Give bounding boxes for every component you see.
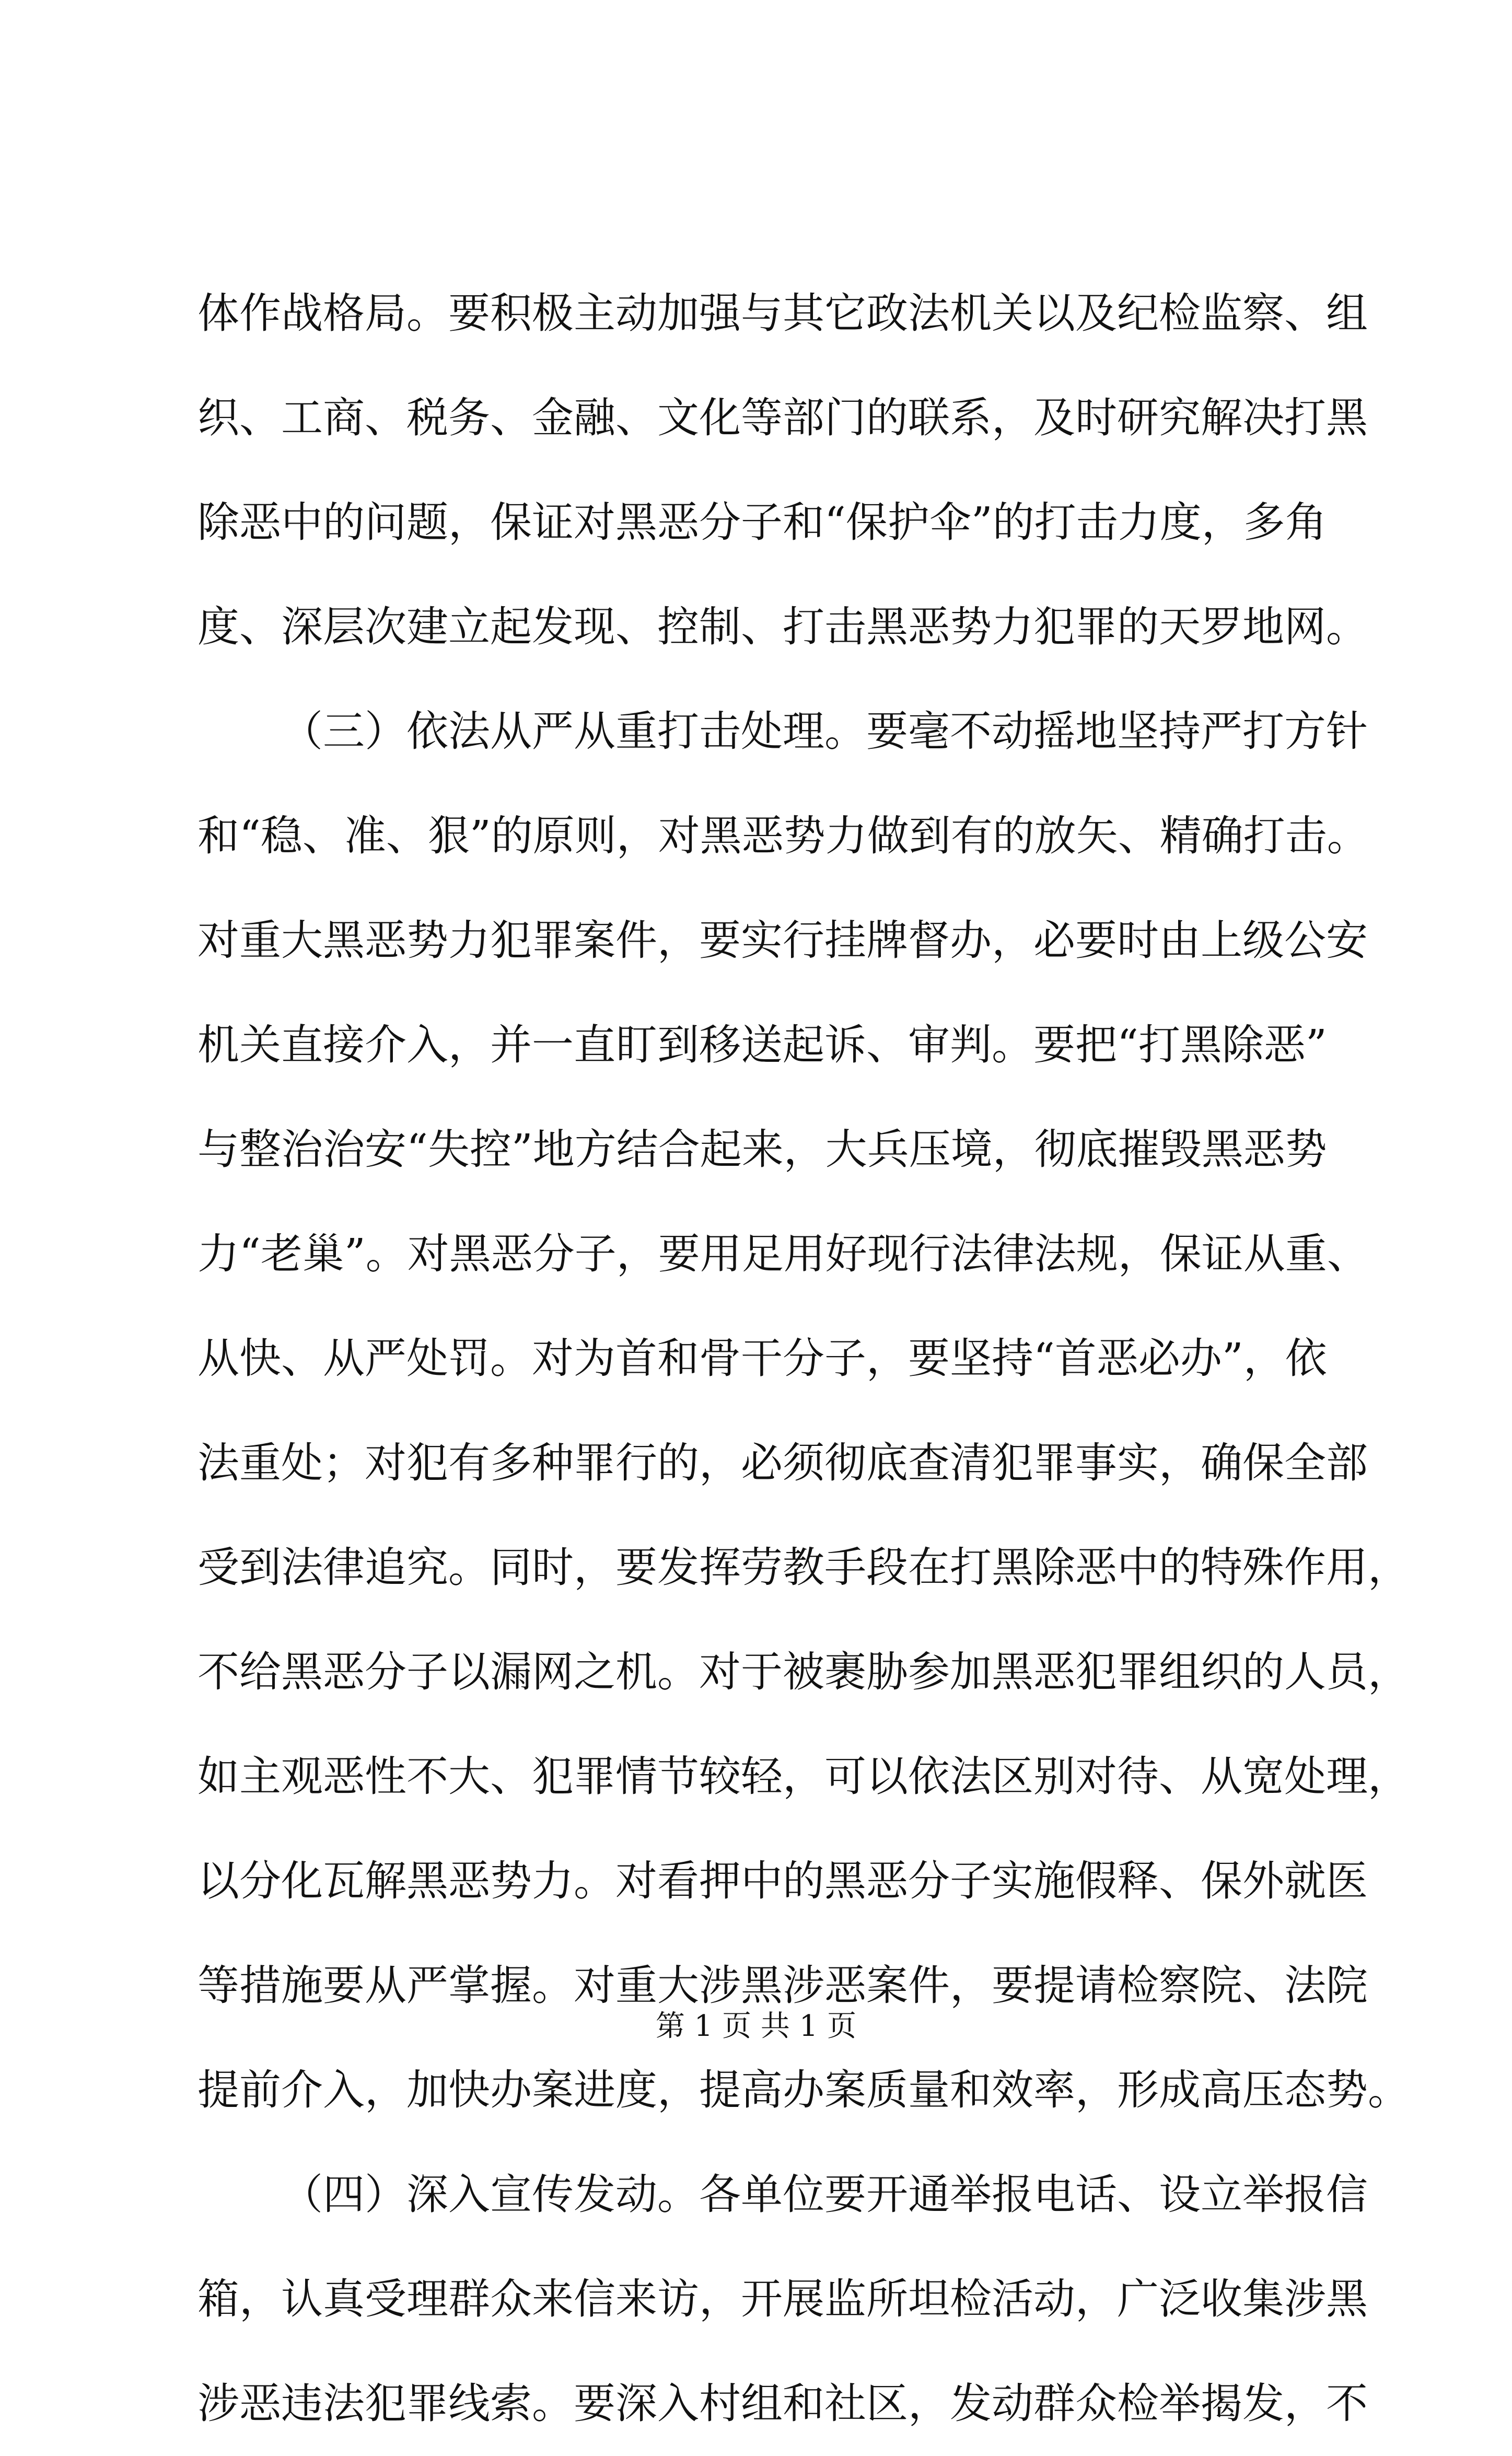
text-line: 机关直接介入，并一直盯到移送起诉、审判。要把“打黑除恶” — [197, 1021, 1327, 1069]
text-line: 织、工商、税务、金融、文化等部门的联系，及时研究解决打黑 — [197, 393, 1368, 442]
text-line: 提前介入，加快办案进度，提高办案质量和效率，形成高压态势。 — [197, 2066, 1410, 2114]
text-line: 体作战格局。要积极主动加强与其它政法机关以及纪检监察、组 — [197, 289, 1368, 338]
text-line: 等措施要从严掌握。对重大涉黑涉恶案件，要提请检察院、法院 — [197, 1961, 1368, 2010]
text-line: 与整治治安“失控”地方结合起来，大兵压境，彻底摧毁黑恶势 — [197, 1125, 1327, 1174]
text-line: 度、深层次建立起发现、控制、打击黑恶势力犯罪的天罗地网。 — [197, 603, 1368, 651]
text-line: 力“老巢”。对黑恶分子，要用足用好现行法律法规，保证从重、 — [197, 1230, 1369, 1278]
text-line: 和“稳、准、狠”的原则，对黑恶势力做到有的放矢、精确打击。 — [197, 812, 1369, 860]
text-line: 对重大黑恶势力犯罪案件，要实行挂牌督办，必要时由上级公安 — [197, 916, 1368, 965]
text-line: 从快、从严处罚。对为首和骨干分子，要坚持“首恶必办”，依 — [197, 1334, 1327, 1383]
paragraph-heading-3: （三）依法从严从重打击处理。要毫不动摇地坚持严打方针 — [281, 707, 1368, 756]
page-number-footer: 第 1 页 共 1 页 — [655, 2009, 857, 2043]
text-line: 涉恶违法犯罪线索。要深入村组和社区，发动群众检举揭发，不 — [197, 2379, 1368, 2428]
text-line: 除恶中的问题，保证对黑恶分子和“保护伞”的打击力度，多角 — [197, 498, 1327, 547]
text-line: 不给黑恶分子以漏网之机。对于被裹胁参加黑恶犯罪组织的人员， — [197, 1648, 1410, 1696]
text-line: 受到法律追究。同时，要发挥劳教手段在打黑除恶中的特殊作用， — [197, 1543, 1410, 1592]
body-text — [197, 261, 1410, 2456]
text-line: 如主观恶性不大、犯罪情节较轻，可以依法区别对待、从宽处理， — [197, 1752, 1410, 1801]
paragraph-heading-4: （四）深入宣传发动。各单位要开通举报电话、设立举报信 — [281, 2170, 1368, 2219]
text-line: 以分化瓦解黑恶势力。对看押中的黑恶分子实施假释、保外就医 — [197, 1857, 1368, 1905]
text-line: 法重处；对犯有多种罪行的，必须彻底查清犯罪事实，确保全部 — [197, 1439, 1368, 1487]
text-line: 箱，认真受理群众来信来访，开展监所坦检活动，广泛收集涉黑 — [197, 2275, 1368, 2323]
